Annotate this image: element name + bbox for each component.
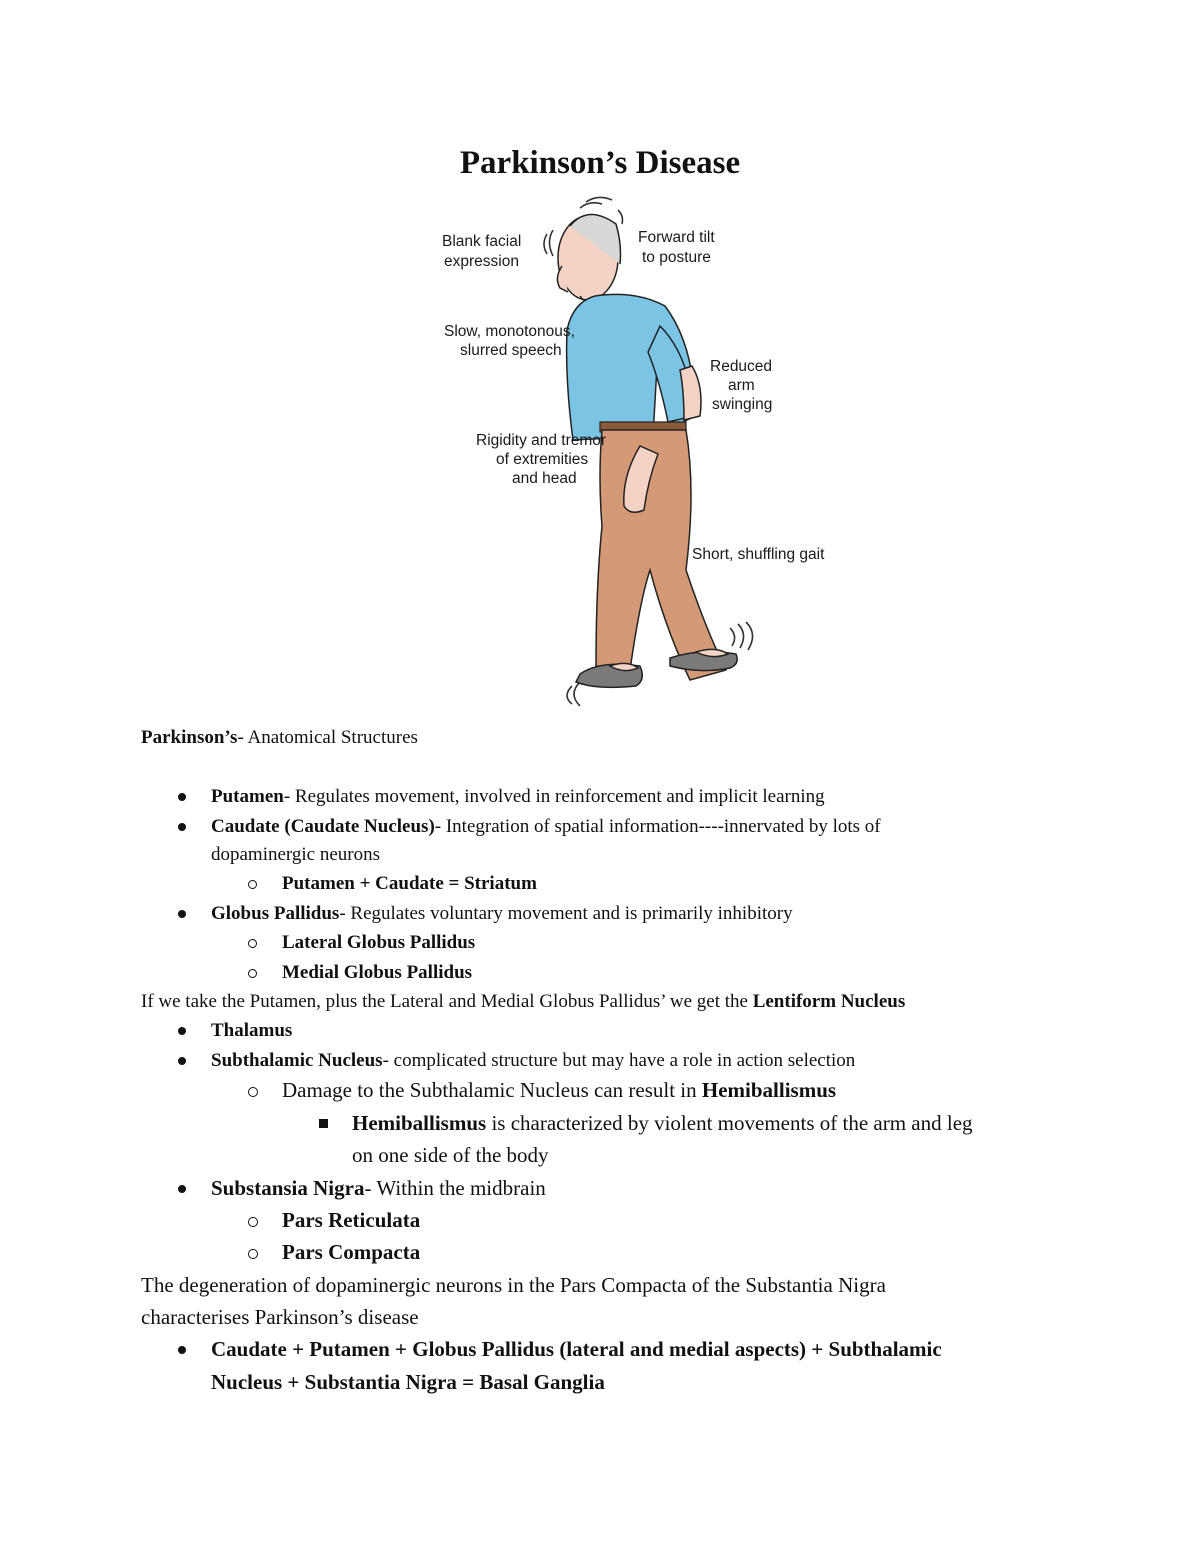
bullet-disc-icon	[178, 823, 186, 831]
bullet-ring-icon	[248, 1087, 258, 1097]
label-arm: arm	[728, 377, 755, 394]
item-compacta	[282, 1240, 420, 1264]
parkinsons-figure-svg	[430, 196, 850, 716]
item-caudate-cont: dopaminergic neurons	[211, 844, 381, 865]
parkinsons-illustration	[430, 196, 850, 716]
item-hemiballismus-cont: on one side of the body	[352, 1143, 549, 1167]
item-compacta-text: Pars Compacta	[282, 1240, 421, 1264]
item-medial	[282, 961, 472, 985]
shirt-icon	[567, 294, 695, 440]
bullet-ring-icon	[248, 880, 257, 889]
item-damage-text: Damage to the Subthalamic Nucleus can result in	[282, 1078, 702, 1102]
label-rigidity: Rigidity and tremor	[476, 432, 607, 449]
item-basal-text-1: Caudate + Putamen + Globus Pallidus (lateral and medial aspects) + Subthalamic	[211, 1337, 942, 1361]
item-subthalamic	[211, 1049, 855, 1073]
label-slurred-speech: slurred speech	[460, 342, 562, 359]
item-medial-text: Medial Globus Pallidus	[282, 962, 473, 983]
label-swinging: swinging	[712, 396, 773, 413]
item-lateral	[282, 931, 475, 955]
head-icon	[557, 214, 620, 305]
bullet-ring-icon	[248, 1249, 258, 1259]
item-striatum	[282, 872, 537, 896]
item-thalamus	[211, 1019, 292, 1043]
bullet-disc-icon	[178, 1057, 186, 1065]
item-caudate-term: Caudate (Caudate Nucleus)	[211, 816, 435, 837]
item-striatum-text: Putamen + Caudate = Striatum	[282, 873, 537, 894]
item-damage-term: Hemiballismus	[701, 1078, 837, 1102]
item-nigra	[211, 1176, 546, 1200]
lentiform-text: If we take the Putamen, plus the Lateral and Medial Globus Pallidus’ we get the	[141, 991, 753, 1012]
item-hemiballismus	[352, 1111, 973, 1135]
label-slow-speech: Slow, monotonous,	[444, 323, 575, 340]
item-hemi-term: Hemiballismus	[352, 1111, 487, 1135]
item-basal-text-2: Nucleus + Substantia Nigra = Basal Ganglia	[211, 1370, 605, 1394]
bullet-square-icon	[319, 1119, 328, 1128]
item-nigra-term: Substansia Nigra	[211, 1176, 365, 1200]
bullet-disc-icon	[178, 793, 186, 801]
bullet-disc-icon	[178, 1027, 186, 1035]
label-to-posture: to posture	[642, 249, 711, 266]
bullet-ring-icon	[248, 939, 257, 948]
label-expression: expression	[444, 253, 519, 270]
item-putamen-desc: - Regulates movement, involved in reinforcement and implicit learning	[283, 786, 825, 807]
lentiform-term: Lentiform Nucleus	[752, 991, 906, 1012]
label-extremities: of extremities	[496, 451, 589, 468]
item-globus-desc: - Regulates voluntary movement and is primarily inhibitory	[339, 903, 793, 924]
item-reticulata-text: Pars Reticulata	[282, 1208, 421, 1232]
bullet-disc-icon	[178, 910, 186, 918]
bullet-disc-icon	[178, 1185, 186, 1193]
label-blank-facial: Blank facial	[442, 233, 522, 250]
item-basal-line-1	[211, 1337, 942, 1361]
page-title: Parkinson’s Disease	[459, 145, 741, 181]
item-caudate	[211, 815, 881, 839]
degeneration-line-2: characterises Parkinson’s disease	[141, 1305, 419, 1329]
item-basal-line-2	[211, 1370, 605, 1394]
label-and-head: and head	[512, 470, 577, 487]
item-damage	[282, 1078, 836, 1102]
item-globus	[211, 902, 793, 926]
lentiform-paragraph	[141, 990, 905, 1014]
item-globus-term: Globus Pallidus	[211, 903, 340, 924]
item-hemi-desc: is characterized by violent movements of the arm and leg	[486, 1111, 973, 1135]
heading-bold: Parkinson’s	[141, 727, 238, 748]
bullet-ring-icon	[248, 1217, 258, 1227]
label-forward-tilt: Forward tilt	[638, 229, 715, 246]
bullet-disc-icon	[178, 1346, 186, 1354]
item-nigra-desc: - Within the midbrain	[364, 1176, 546, 1200]
heading-rest: - Anatomical Structures	[237, 727, 418, 748]
item-subthalamic-desc: - complicated structure but may have a role in action selection	[382, 1050, 856, 1071]
section-heading	[141, 726, 418, 750]
label-reduced: Reduced	[710, 358, 773, 375]
label-shuffling-gait: Short, shuffling gait	[692, 546, 825, 563]
item-caudate-desc: - Integration of spatial information----innervated by lots of	[434, 816, 881, 837]
item-reticulata	[282, 1208, 420, 1232]
item-putamen	[211, 785, 825, 809]
item-putamen-term: Putamen	[211, 786, 284, 807]
degeneration-line-1: The degeneration of dopaminergic neurons in the Pars Compacta of the Substantia Nigra	[141, 1273, 886, 1297]
item-lateral-text: Lateral Globus Pallidus	[282, 932, 476, 953]
item-thalamus-text: Thalamus	[211, 1020, 293, 1041]
bullet-ring-icon	[248, 969, 257, 978]
item-subthalamic-term: Subthalamic Nucleus	[211, 1050, 383, 1071]
